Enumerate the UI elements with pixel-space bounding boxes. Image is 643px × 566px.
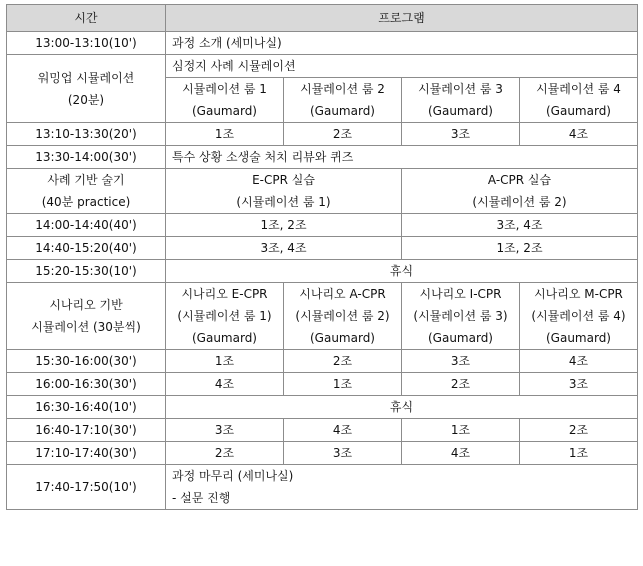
scenario-label-line2: 시뮬레이션 (30분씩) bbox=[31, 320, 141, 334]
acpr-cell bbox=[402, 169, 638, 214]
room-name: 시뮬레이션 룸 4 bbox=[536, 82, 621, 96]
room-vendor: (Gaumard) bbox=[309, 104, 375, 118]
row-scenario-3 bbox=[7, 419, 638, 442]
group-cell: 2조 bbox=[520, 419, 638, 442]
time-cell: 13:00-13:10(10') bbox=[7, 32, 166, 55]
group-cell: 1조, 2조 bbox=[166, 214, 402, 237]
case-label-line1: 사례 기반 술기 bbox=[47, 173, 125, 187]
row-review bbox=[7, 146, 638, 169]
time-cell: 16:00-16:30(30') bbox=[7, 373, 166, 396]
closing-title: 과정 마무리 (세미나실) bbox=[172, 469, 294, 483]
case-label bbox=[7, 169, 166, 214]
scenario-title: 시나리오 E-CPR bbox=[181, 287, 268, 301]
row-case-header bbox=[7, 169, 638, 214]
time-cell: 16:30-16:40(10') bbox=[7, 396, 166, 419]
room-name: 시뮬레이션 룸 2 bbox=[300, 82, 385, 96]
row-warmup-title bbox=[7, 55, 638, 78]
scenario-cell bbox=[520, 283, 638, 350]
scenario-title: 시나리오 M-CPR bbox=[534, 287, 623, 301]
room-cell bbox=[284, 78, 402, 123]
header-row bbox=[7, 5, 638, 32]
row-warmup-groups bbox=[7, 123, 638, 146]
closing-note: - 설문 진행 bbox=[172, 491, 231, 505]
scenario-cell bbox=[166, 283, 284, 350]
ecpr-title: E-CPR 실습 bbox=[252, 173, 315, 187]
time-cell: 15:30-16:00(30') bbox=[7, 350, 166, 373]
row-break-1 bbox=[7, 260, 638, 283]
group-cell: 3조 bbox=[402, 350, 520, 373]
group-cell: 1조 bbox=[402, 419, 520, 442]
scenario-room: (시뮬레이션 룸 2) bbox=[295, 309, 390, 323]
scenario-label bbox=[7, 283, 166, 350]
group-cell: 2조 bbox=[166, 442, 284, 465]
program-cell: 과정 소개 (세미나실) bbox=[166, 32, 638, 55]
time-cell: 14:40-15:20(40') bbox=[7, 237, 166, 260]
room-vendor: (Gaumard) bbox=[191, 104, 257, 118]
ecpr-cell bbox=[166, 169, 402, 214]
group-cell: 4조 bbox=[402, 442, 520, 465]
group-cell: 2조 bbox=[284, 350, 402, 373]
room-cell bbox=[402, 78, 520, 123]
row-intro bbox=[7, 32, 638, 55]
row-scenario-header bbox=[7, 283, 638, 350]
case-label-line2: (40분 practice) bbox=[41, 195, 131, 209]
scenario-cell bbox=[402, 283, 520, 350]
group-cell: 3조, 4조 bbox=[166, 237, 402, 260]
group-cell: 3조, 4조 bbox=[402, 214, 638, 237]
group-cell: 4조 bbox=[284, 419, 402, 442]
room-vendor: (Gaumard) bbox=[545, 104, 611, 118]
scenario-cell bbox=[284, 283, 402, 350]
scenario-title: 시나리오 I-CPR bbox=[419, 287, 502, 301]
row-break-2 bbox=[7, 396, 638, 419]
room-cell bbox=[520, 78, 638, 123]
scenario-room: (시뮬레이션 룸 3) bbox=[413, 309, 508, 323]
scenario-title: 시나리오 A-CPR bbox=[299, 287, 386, 301]
ecpr-room: (시뮬레이션 룸 1) bbox=[236, 195, 331, 209]
group-cell: 2조 bbox=[284, 123, 402, 146]
scenario-vendor: (Gaumard) bbox=[191, 331, 257, 345]
break-cell: 휴식 bbox=[166, 396, 638, 419]
scenario-vendor: (Gaumard) bbox=[309, 331, 375, 345]
group-cell: 1조 bbox=[166, 350, 284, 373]
scenario-vendor: (Gaumard) bbox=[427, 331, 493, 345]
group-cell: 1조 bbox=[520, 442, 638, 465]
group-cell: 1조 bbox=[166, 123, 284, 146]
time-cell: 17:40-17:50(10') bbox=[7, 465, 166, 510]
row-case-1 bbox=[7, 214, 638, 237]
row-scenario-2 bbox=[7, 373, 638, 396]
time-cell: 15:20-15:30(10') bbox=[7, 260, 166, 283]
scenario-vendor: (Gaumard) bbox=[545, 331, 611, 345]
time-cell: 13:30-14:00(30') bbox=[7, 146, 166, 169]
room-cell bbox=[166, 78, 284, 123]
row-case-2 bbox=[7, 237, 638, 260]
header-program: 프로그램 bbox=[166, 5, 638, 32]
group-cell: 3조 bbox=[402, 123, 520, 146]
group-cell: 4조 bbox=[520, 123, 638, 146]
group-cell: 1조, 2조 bbox=[402, 237, 638, 260]
acpr-title: A-CPR 실습 bbox=[487, 173, 552, 187]
group-cell: 2조 bbox=[402, 373, 520, 396]
program-cell: 특수 상황 소생술 처치 리뷰와 퀴즈 bbox=[166, 146, 638, 169]
row-scenario-4 bbox=[7, 442, 638, 465]
group-cell: 4조 bbox=[520, 350, 638, 373]
warmup-program: 심정지 사례 시뮬레이션 bbox=[166, 55, 638, 78]
time-cell: 13:10-13:30(20') bbox=[7, 123, 166, 146]
time-cell: 16:40-17:10(30') bbox=[7, 419, 166, 442]
scenario-label-line1: 시나리오 기반 bbox=[49, 298, 123, 312]
closing-cell bbox=[166, 465, 638, 510]
group-cell: 3조 bbox=[520, 373, 638, 396]
time-cell: 14:00-14:40(40') bbox=[7, 214, 166, 237]
time-cell: 17:10-17:40(30') bbox=[7, 442, 166, 465]
row-scenario-1 bbox=[7, 350, 638, 373]
header-time: 시간 bbox=[7, 5, 166, 32]
break-cell: 휴식 bbox=[166, 260, 638, 283]
room-name: 시뮬레이션 룸 1 bbox=[182, 82, 267, 96]
acpr-room: (시뮬레이션 룸 2) bbox=[472, 195, 567, 209]
room-name: 시뮬레이션 룸 3 bbox=[418, 82, 503, 96]
scenario-room: (시뮬레이션 룸 4) bbox=[531, 309, 626, 323]
group-cell: 1조 bbox=[284, 373, 402, 396]
group-cell: 3조 bbox=[284, 442, 402, 465]
group-cell: 3조 bbox=[166, 419, 284, 442]
row-closing bbox=[7, 465, 638, 510]
group-cell: 4조 bbox=[166, 373, 284, 396]
warmup-label-line1: 워밍업 시뮬레이션 bbox=[37, 70, 135, 85]
warmup-label bbox=[7, 55, 166, 123]
room-vendor: (Gaumard) bbox=[427, 104, 493, 118]
scenario-room: (시뮬레이션 룸 1) bbox=[177, 309, 272, 323]
schedule-table bbox=[6, 4, 638, 510]
warmup-label-line2: (20분) bbox=[67, 92, 105, 107]
